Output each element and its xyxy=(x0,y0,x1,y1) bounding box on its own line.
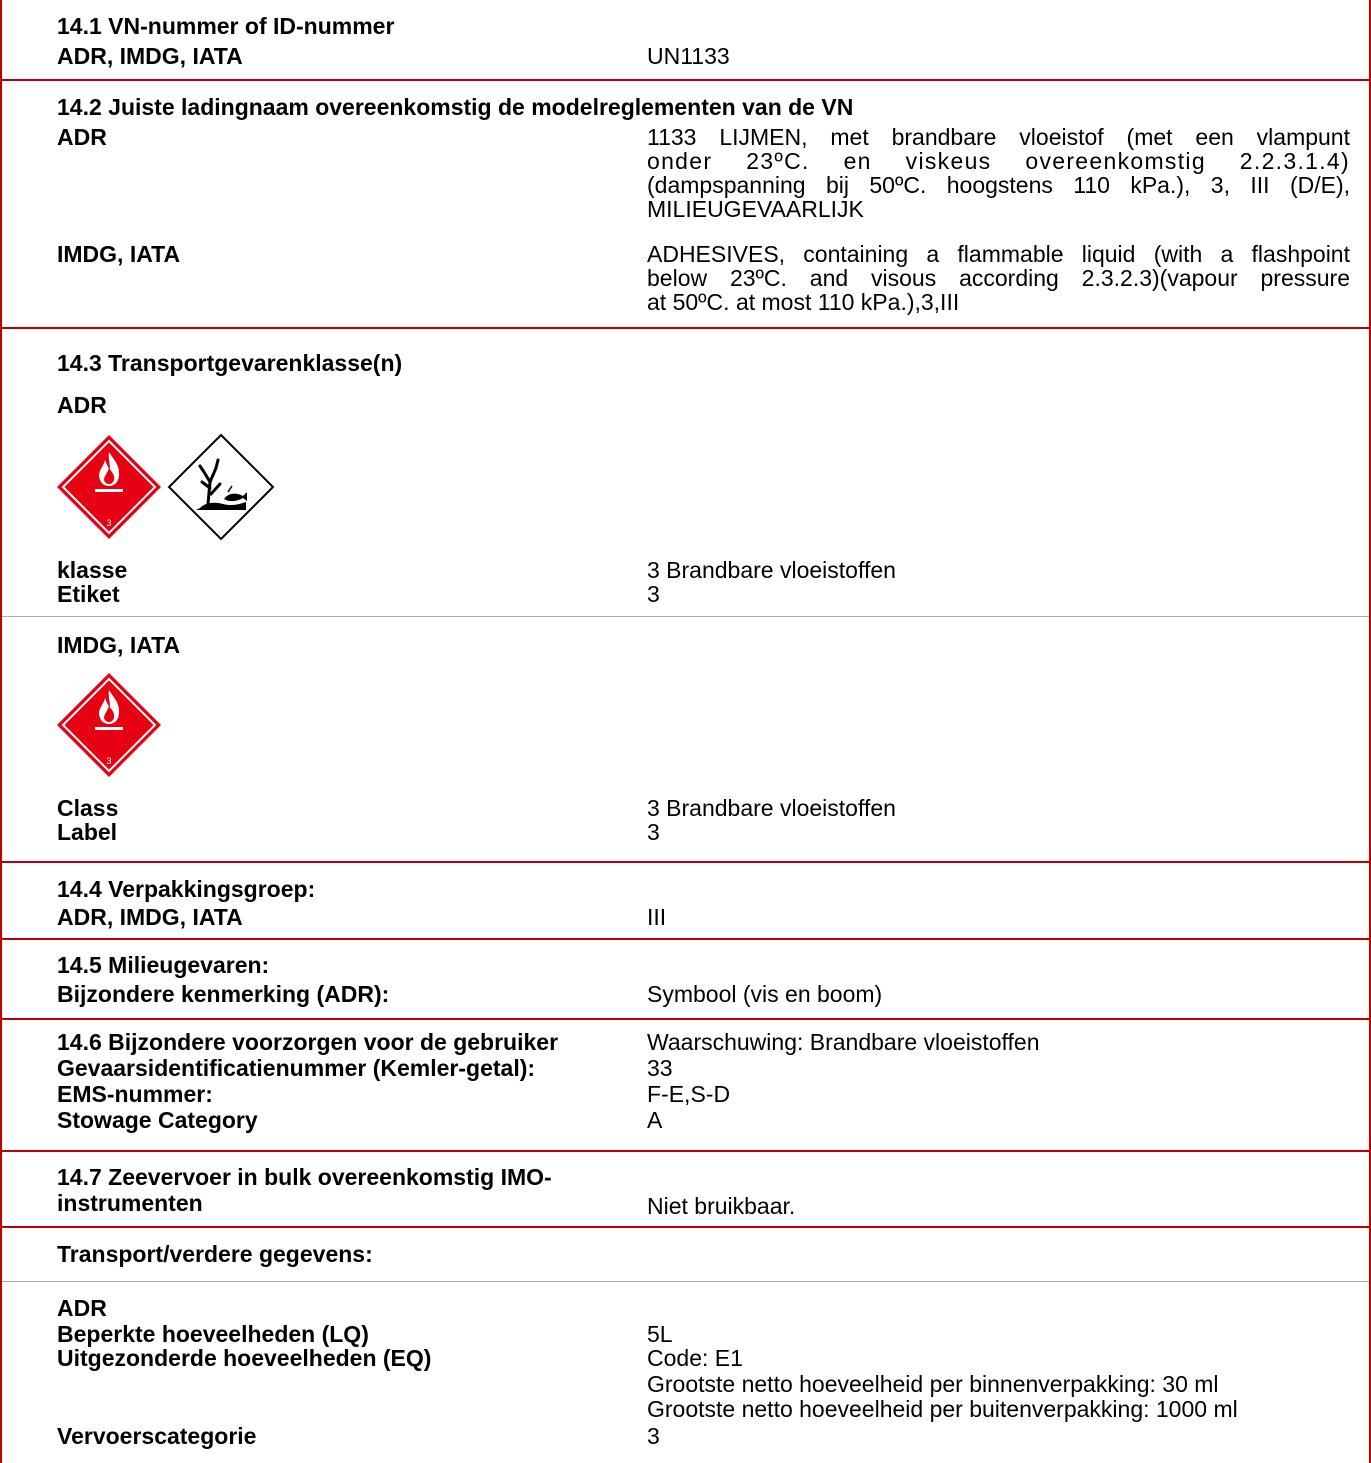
section-title: 14.6 Bijzondere voorzorgen voor de gebruiker xyxy=(57,1029,559,1055)
etiket-label: Etiket xyxy=(57,581,120,607)
section-14-6 xyxy=(2,1018,1369,1150)
adr-shipping-name-line: MILIEUGEVAARLIJK xyxy=(647,196,864,222)
adr-shipping-name-line: 1133 LIJMEN, met brandbare vloeistof (met een vlampunt xyxy=(647,124,1350,150)
lq-label: Beperkte hoeveelheden (LQ) xyxy=(57,1321,369,1347)
eq-label: Uitgezonderde hoeveelheden (EQ) xyxy=(57,1345,432,1371)
imdg-iata-label: IMDG, IATA xyxy=(57,241,181,267)
section-title: 14.3 Transportgevarenklasse(n) xyxy=(57,350,403,376)
environment-hazard-icon xyxy=(166,432,276,542)
packing-group-value: III xyxy=(647,904,667,930)
eq-inner-packaging-value: Grootste netto hoeveelheid per binnenverpakking: 30 ml xyxy=(647,1371,1219,1397)
svg-text:3: 3 xyxy=(106,518,112,528)
imdg-shipping-name-line: at 50ºC. at most 110 kPa.),3,III xyxy=(647,289,960,315)
transport-mode-label: ADR, IMDG, IATA xyxy=(57,43,243,69)
warning-value: Waarschuwing: Brandbare vloeistoffen xyxy=(647,1029,1040,1055)
imdg-shipping-name xyxy=(647,242,1350,314)
imdg-iata-label: IMDG, IATA xyxy=(57,632,181,658)
subsection-divider xyxy=(2,616,1369,617)
imdg-shipping-name-line: below 23ºC. and visous according 2.3.2.3)(vapour pressure xyxy=(647,265,1350,291)
kemler-value: 33 xyxy=(647,1055,673,1081)
section-title-continued: instrumenten xyxy=(57,1190,203,1216)
stowage-value: A xyxy=(647,1107,663,1133)
bulk-transport-value: Niet bruikbaar. xyxy=(647,1193,796,1219)
section-14-7 xyxy=(2,1150,1369,1226)
section-14-2 xyxy=(2,79,1369,325)
section-title: 14.5 Milieugevaren: xyxy=(57,952,270,978)
flame-class-3-icon xyxy=(54,432,164,542)
stowage-label: Stowage Category xyxy=(57,1107,258,1133)
section-14-3 xyxy=(2,327,1369,861)
adr-label: ADR xyxy=(57,392,107,418)
svg-text:3: 3 xyxy=(106,756,112,766)
special-marking-label: Bijzondere kenmerking (ADR): xyxy=(57,981,390,1007)
adr-label: ADR xyxy=(57,1295,107,1321)
kemler-label: Gevaarsidentificatienummer (Kemler-getal): xyxy=(57,1055,536,1081)
eq-outer-packaging-value: Grootste netto hoeveelheid per buitenverpakking: 1000 ml xyxy=(647,1396,1238,1422)
section-title: 14.7 Zeevervoer in bulk overeenkomstig IMO- xyxy=(57,1164,552,1190)
flame-class-3-icon xyxy=(54,670,164,780)
special-marking-value: Symbool (vis en boom) xyxy=(647,981,883,1007)
adr-shipping-name-line: (dampspanning bij 50ºC. hoogstens 110 kPa.), 3, III (D/E), xyxy=(647,172,1350,198)
ems-value: F-E,S-D xyxy=(647,1081,731,1107)
section-title: 14.1 VN-nummer of ID-nummer xyxy=(57,13,395,39)
un-number-value: UN1133 xyxy=(647,43,730,69)
adr-shipping-name-line: onder 23ºC. en viskeus overeenkomstig 2.2.3.1.4) xyxy=(647,148,1350,174)
adr-label: ADR xyxy=(57,124,107,150)
imdg-shipping-name-line: ADHESIVES, containing a flammable liquid (with a flashpoint xyxy=(647,241,1350,267)
transport-category-label: Vervoerscategorie xyxy=(57,1423,257,1449)
label-label: Label xyxy=(57,819,118,845)
section-14-4 xyxy=(2,861,1369,938)
section-title: 14.2 Juiste ladingnaam overeenkomstig de modelreglementen van de VN xyxy=(57,94,854,120)
section-title: Transport/verdere gegevens: xyxy=(57,1241,373,1267)
subsection-divider xyxy=(2,1281,1369,1282)
transport-mode-label: ADR, IMDG, IATA xyxy=(57,904,243,930)
eq-code-value: Code: E1 xyxy=(647,1345,743,1371)
section-title: 14.4 Verpakkingsgroep: xyxy=(57,876,316,902)
section-14-1 xyxy=(2,0,1369,72)
ems-label: EMS-nummer: xyxy=(57,1081,213,1107)
lq-value: 5L xyxy=(647,1321,673,1347)
adr-shipping-name xyxy=(647,125,1350,221)
klasse-label: klasse xyxy=(57,557,128,583)
section-transport-details xyxy=(2,1226,1369,1463)
class-value: 3 Brandbare vloeistoffen xyxy=(647,795,896,821)
transport-category-value: 3 xyxy=(647,1423,660,1449)
klasse-value: 3 Brandbare vloeistoffen xyxy=(647,557,896,583)
section-14-5 xyxy=(2,938,1369,1018)
class-label: Class xyxy=(57,795,119,821)
label-value: 3 xyxy=(647,819,660,845)
etiket-value: 3 xyxy=(647,581,660,607)
